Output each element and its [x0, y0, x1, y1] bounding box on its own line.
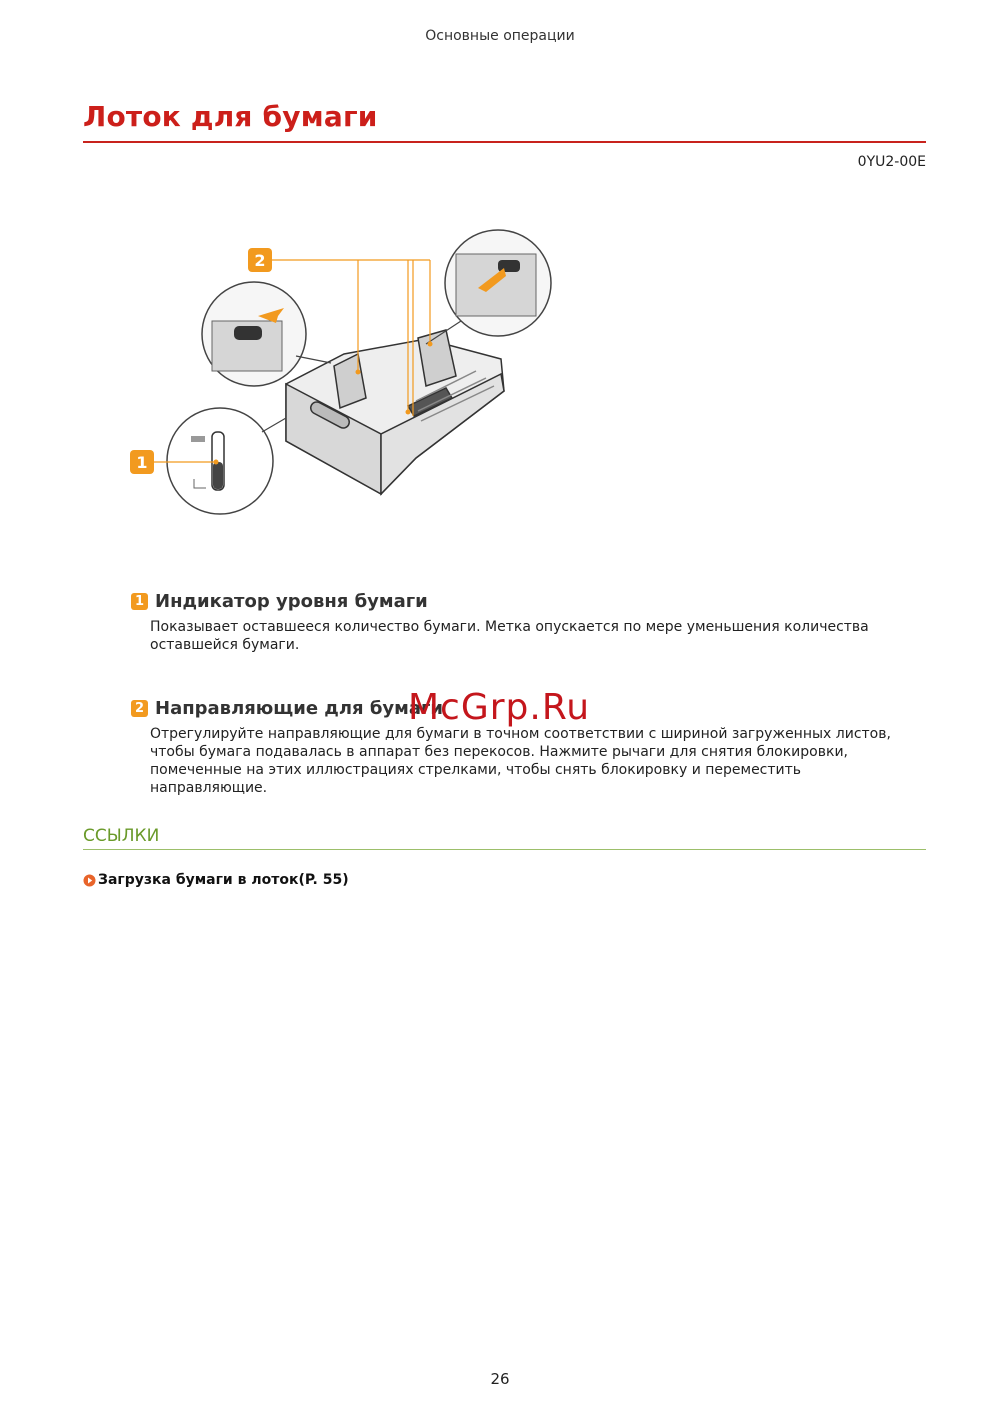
paper-drawer-drawing: [286, 330, 504, 494]
callout-badge-1-label: 1: [136, 453, 148, 472]
callout-badge-1: [130, 450, 154, 474]
section-paper-level-indicator: [131, 591, 911, 654]
section-number-badge: 1: [131, 593, 148, 610]
page-number: 26: [490, 1370, 510, 1388]
section-body: Отрегулируйте направляющие для бумаги в точном соответствии с шириной загруженных листов, чтобы бумага подавалась в аппарат без перекосов. Нажмите рычаги для снятия блокировки, помеченные на этих иллюстрациях стрелками, чтобы снять блокировку и переместить направляющие.: [150, 726, 891, 796]
page-title: Лоток для бумаги: [83, 100, 378, 133]
magnifier-paper-level-indicator: [167, 408, 286, 514]
paper-drawer-illustration: [126, 226, 556, 521]
document-code: 0YU2-00E: [857, 154, 926, 170]
running-header: Основные операции: [425, 28, 575, 44]
section-body: Показывает оставшееся количество бумаги. Метка опускается по мере уменьшения количества оставшейся бумаги.: [150, 619, 869, 653]
section-title: Индикатор уровня бумаги: [155, 591, 428, 612]
reference-link-label[interactable]: Загрузка бумаги в лоток(P. 55): [98, 872, 349, 888]
section-number-badge: 2: [131, 700, 148, 717]
reference-link-load-paper[interactable]: [83, 872, 349, 888]
watermark: McGrp.Ru: [408, 687, 591, 728]
section-title: Направляющие для бумаги: [155, 698, 444, 719]
magnifier-right-lever: [426, 230, 551, 344]
links-divider: [83, 849, 926, 850]
title-divider: [83, 141, 926, 143]
callout-badge-2: [248, 248, 272, 272]
links-heading: ССЫЛКИ: [83, 826, 160, 846]
link-arrow-icon: [83, 874, 96, 887]
callout-badge-2-label: 2: [254, 251, 266, 270]
